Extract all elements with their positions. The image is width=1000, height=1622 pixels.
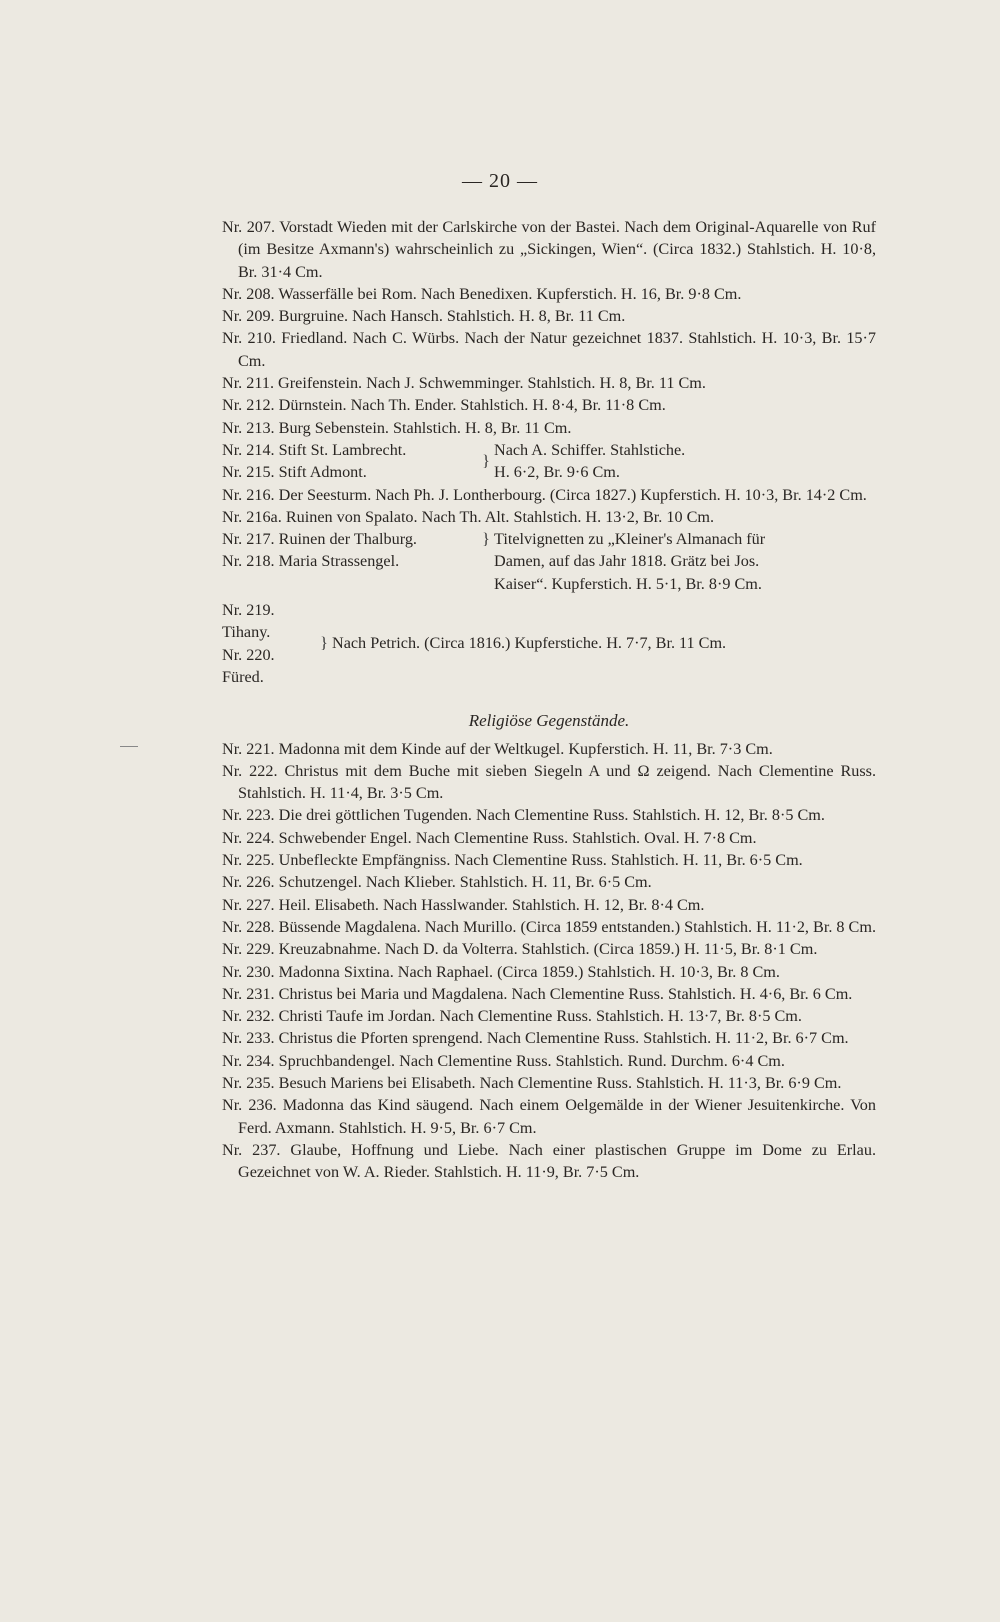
entry-209: Nr. 209. Burgruine. Nach Hansch. Stahlstich. H. 8, Br. 11 Cm.	[222, 307, 626, 326]
section-heading: Religiöse Gegenstände.	[468, 711, 630, 731]
margin-mark	[120, 746, 138, 747]
brace: }	[482, 530, 490, 549]
entry-220: Nr. 220. Füred.	[222, 645, 275, 686]
entry-224: Nr. 224. Schwebender Engel. Nach Clementine Russ. Stahlstich. Oval. H. 7·8 Cm.	[222, 828, 757, 847]
group-214-size: H. 6·2, Br. 9·6 Cm.	[494, 463, 620, 482]
entry-229: Nr. 229. Kreuzabnahme. Nach D. da Volterra. Stahlstich. (Circa 1859.) H. 11·5, Br. 8·1 Cm.	[222, 940, 818, 959]
entry-223: Nr. 223. Die drei göttlichen Tugenden. Nach Clementine Russ. Stahlstich. H. 12, Br. 8·5 Cm.	[222, 806, 825, 825]
entry-group-214-215	[222, 439, 685, 484]
group-217-line-2: Damen, auf das Jahr 1818. Grätz bei Jos.	[494, 552, 760, 571]
entry-231: Nr. 231. Christus bei Maria und Magdalena. Nach Clementine Russ. Stahlstich. H. 4·6, Br. 6 Cm.	[222, 984, 853, 1003]
entry-227: Nr. 227. Heil. Elisabeth. Nach Hasslwander. Stahlstich. H. 12, Br. 8·4 Cm.	[222, 895, 705, 914]
group-217-line-1: Titelvignetten zu „Kleiner's Almanach für	[494, 530, 766, 549]
entry-226: Nr. 226. Schutzengel. Nach Klieber. Stahlstich. H. 11, Br. 6·5 Cm.	[222, 873, 652, 892]
group-217-line-3: Kaiser“. Kupferstich. H. 5·1, Br. 8·9 Cm.	[494, 574, 762, 593]
entry-215: Nr. 215. Stift Admont.	[222, 463, 367, 482]
entry-group-219-220	[222, 599, 726, 688]
brace: }	[482, 452, 490, 471]
entry-232: Nr. 232. Christi Taufe im Jordan. Nach Clementine Russ. Stahlstich. H. 13·7, Br. 8·5 Cm.	[222, 1007, 802, 1026]
catalogue-body	[222, 216, 876, 1183]
entry-list-a	[222, 216, 876, 439]
entry-214: Nr. 214. Stift St. Lambrecht.	[222, 440, 407, 459]
entry-228: Nr. 228. Büssende Magdalena. Nach Murillo. (Circa 1859 entstanden.) Stahlstich. H. 11·2, Br. 8 Cm.	[222, 917, 876, 936]
entry-222: Nr. 222. Christus mit dem Buche mit sieben Siegeln A und Ω zeigend. Nach Clementine Russ. Stahlstich. H. 11·4, Br. 3·5 Cm.	[222, 761, 876, 803]
entry-207: Nr. 207. Vorstadt Wieden mit der Carlskirche von der Bastei. Nach dem Original-Aquarelle von Ruf (im Besitze Axmann's) wahrscheinlich zu „Sickingen, Wien“. (Circa 1832.) Stahlstich. H. 10·8, Br. 31·4 Cm.	[222, 218, 876, 281]
brace: }	[320, 634, 328, 653]
entry-216: Nr. 216. Der Seesturm. Nach Ph. J. Lontherbourg. (Circa 1827.) Kupferstich. H. 10·3, Br. 14·2 Cm.	[222, 485, 867, 504]
group-219-note: Nach Petrich. (Circa 1816.) Kupferstiche. H. 7·7, Br. 11 Cm.	[332, 634, 727, 653]
entry-233: Nr. 233. Christus die Pforten sprengend. Nach Clementine Russ. Stahlstich. H. 11·2, Br. 6·7 Cm.	[222, 1029, 849, 1048]
entry-234: Nr. 234. Spruchbandengel. Nach Clementine Russ. Stahlstich. Rund. Durchm. 6·4 Cm.	[222, 1051, 785, 1070]
entry-219: Nr. 219. Tihany.	[222, 601, 275, 642]
entry-230: Nr. 230. Madonna Sixtina. Nach Raphael. (Circa 1859.) Stahlstich. H. 10·3, Br. 8 Cm.	[222, 962, 780, 981]
entry-237: Nr. 237. Glaube, Hoffnung und Liebe. Nach einer plastischen Gruppe im Dome zu Erlau. Gezeichnet von W. A. Rieder. Stahlstich. H. 11·9, Br. 7·5 Cm.	[222, 1140, 876, 1182]
entry-212: Nr. 212. Dürnstein. Nach Th. Ender. Stahlstich. H. 8·4, Br. 11·8 Cm.	[222, 396, 666, 415]
page-number: — 20 —	[462, 170, 538, 192]
entry-216a: Nr. 216a. Ruinen von Spalato. Nach Th. Alt. Stahlstich. H. 13·2, Br. 10 Cm.	[222, 507, 715, 526]
entry-225: Nr. 225. Unbefleckte Empfängniss. Nach Clementine Russ. Stahlstich. H. 11, Br. 6·5 Cm.	[222, 851, 803, 870]
entry-211: Nr. 211. Greifenstein. Nach J. Schwemminger. Stahlstich. H. 8, Br. 11 Cm.	[222, 374, 706, 393]
entry-236: Nr. 236. Madonna das Kind säugend. Nach einem Oelgemälde in der Wiener Jesuitenkirche. Von Ferd. Axmann. Stahlstich. H. 9·5, Br. 6·7 Cm.	[222, 1096, 876, 1137]
entry-list-c	[222, 738, 876, 1184]
entry-213: Nr. 213. Burg Sebenstein. Stahlstich. H. 8, Br. 11 Cm.	[222, 418, 572, 437]
entry-217: Nr. 217. Ruinen der Thalburg.	[222, 530, 417, 549]
entry-210: Nr. 210. Friedland. Nach C. Würbs. Nach der Natur gezeichnet 1837. Stahlstich. H. 10·3, Br. 15·7 Cm.	[222, 329, 876, 370]
group-214-note: Nach A. Schiffer. Stahlstiche.	[494, 440, 686, 459]
entry-221: Nr. 221. Madonna mit dem Kinde auf der Weltkugel. Kupferstich. H. 11, Br. 7·3 Cm.	[222, 739, 773, 758]
entry-218: Nr. 218. Maria Strassengel.	[222, 552, 400, 571]
entry-208: Nr. 208. Wasserfälle bei Rom. Nach Benedixen. Kupferstich. H. 16, Br. 9·8 Cm.	[222, 284, 742, 303]
entry-235: Nr. 235. Besuch Mariens bei Elisabeth. Nach Clementine Russ. Stahlstich. H. 11·3, Br. 6·9 Cm.	[222, 1073, 842, 1092]
entry-group-217-218	[222, 528, 765, 595]
